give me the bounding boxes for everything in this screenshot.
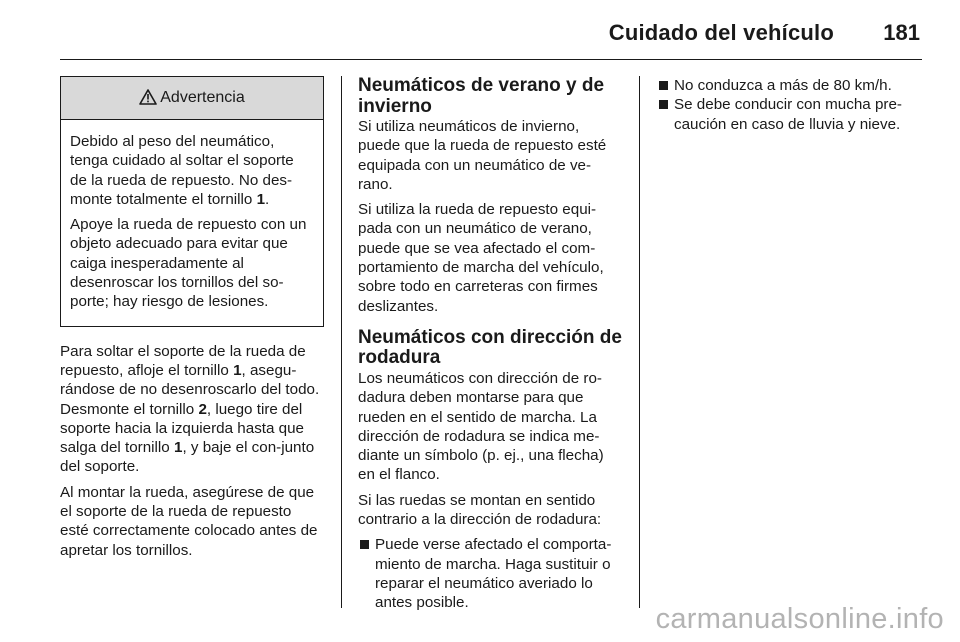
bullet-square-icon xyxy=(360,540,369,549)
list-item: Se debe conducir con mucha pre-caución en caso de lluvia y nieve. xyxy=(657,95,921,134)
warning-paragraph-2: Apoye la rueda de repuesto con un objeto adecuado para evitar que caiga inesperadamente al desenroscar los tornillos del so-porte; hay riesgo de lesiones. xyxy=(70,216,307,311)
section-heading-directional: Neumáticos con dirección de rodadura xyxy=(358,326,622,369)
warning-body xyxy=(61,120,323,326)
bullet-square-icon xyxy=(659,100,668,109)
warning-header xyxy=(61,77,323,120)
warning-triangle-icon xyxy=(139,89,157,105)
column-divider-1 xyxy=(341,76,342,608)
column-divider-2 xyxy=(639,76,640,608)
warning-paragraph-1: Debido al peso del neumático, tenga cuidado al soltar el soporte de la rueda de repuesto. No des-monte totalmente el tornillo 1. xyxy=(70,133,294,208)
paragraph-release-support: Para soltar el soporte de la rueda de repuesto, afloje el tornillo 1, asegu-rándose de no desenroscarlo del todo. Desmonte el tornillo 2, luego tire del soporte hacia la izquierda hasta que salga del tornillo 1, y baje el con-junto del soporte. xyxy=(60,342,320,476)
paragraph-directional-mounting: Los neumáticos con dirección de ro-dadura deben montarse para que rueden en el sentido de marcha. La dirección de rodadura se indica me-diante un símbolo (p. ej., una flecha) en el flanco. xyxy=(358,369,604,484)
list-item: No conduzca a más de 80 km/h. xyxy=(657,76,921,95)
warning-heading: Advertencia xyxy=(160,89,245,107)
watermark: carmanualsonline.info xyxy=(655,603,944,635)
bullet-square-icon xyxy=(659,81,668,90)
paragraph-opposite-direction: Si las ruedas se montan en sentido contrario a la dirección de rodadura: xyxy=(358,491,602,529)
page-number: 181 xyxy=(883,20,920,45)
paragraph-summer-spare: Si utiliza la rueda de repuesto equi-pada con un neumático de verano, puede que se vea afectado el com-portamiento de marcha del vehículo, sobre todo en carreteras con firmes deslizantes. xyxy=(358,201,604,315)
column-2 xyxy=(358,76,622,613)
bullet-list-col2 xyxy=(358,535,622,612)
section-heading-summer-winter: Neumáticos de verano y de invierno xyxy=(358,75,605,117)
header-divider xyxy=(60,59,922,60)
column-3 xyxy=(657,76,921,134)
paragraph-winter-tyres: Si utiliza neumáticos de invierno, puede que la rueda de repuesto esté equipada con un neumático de ve-rano. xyxy=(358,118,607,193)
paragraph-mount-wheel: Al montar la rueda, asegúrese de que el soporte de la rueda de repuesto esté correctamente colocado antes de apretar los tornillos. xyxy=(60,483,318,559)
page-title: Cuidado del vehículo xyxy=(608,20,834,45)
bullet-list-col3 xyxy=(657,76,921,134)
warning-box xyxy=(60,76,324,327)
column-1 xyxy=(60,76,324,566)
page-header xyxy=(60,12,922,50)
list-item: Puede verse afectado el comporta-miento de marcha. Haga sustituir o reparar el neumático averiado lo antes posible. xyxy=(358,535,622,612)
